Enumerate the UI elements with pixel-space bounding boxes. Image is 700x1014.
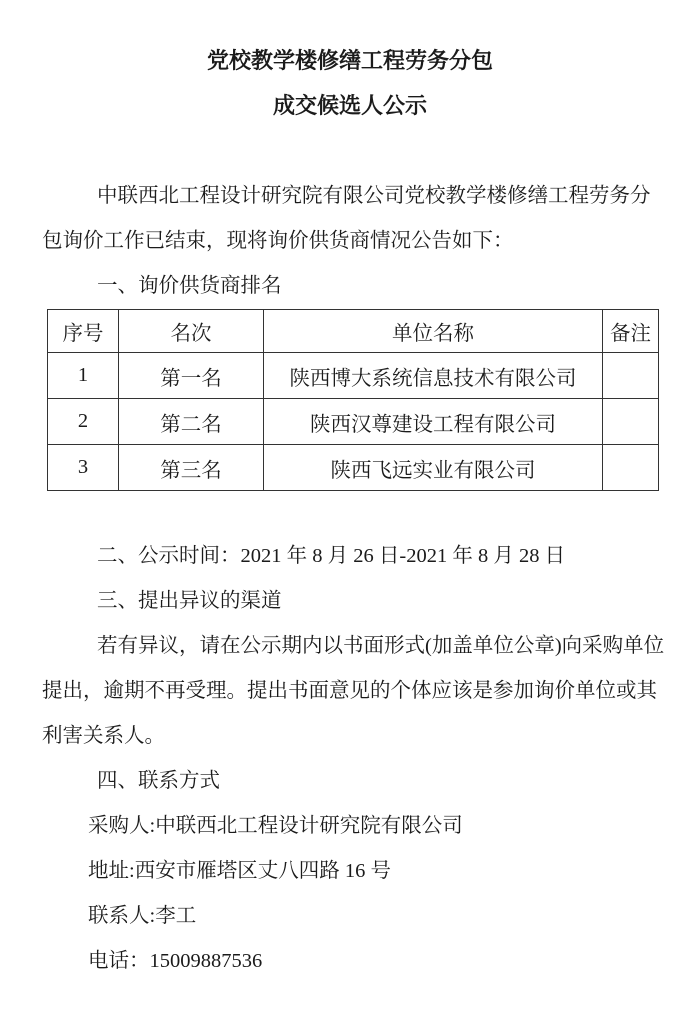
intro-paragraph xyxy=(42,174,658,264)
objection-line-3: 利害关系人。 xyxy=(42,725,165,747)
cell-company: 陕西汉尊建设工程有限公司 xyxy=(264,399,603,445)
cell-serial: 3 xyxy=(48,445,119,491)
cell-company: 陕西飞远实业有限公司 xyxy=(264,445,603,491)
cell-company: 陕西博大系统信息技术有限公司 xyxy=(264,353,603,399)
table-header-remark: 备注 xyxy=(603,310,659,353)
section-4-heading: 四、联系方式 xyxy=(97,770,220,792)
contact-person: 联系人:李工 xyxy=(88,905,197,927)
table-header-rank: 名次 xyxy=(119,310,264,353)
table-row xyxy=(48,445,659,491)
cell-remark xyxy=(603,353,659,399)
contact-buyer: 采购人:中联西北工程设计研究院有限公司 xyxy=(88,815,463,837)
objection-line-2: 提出，逾期不再受理。提出书面意见的个体应该是参加询价单位或其 xyxy=(42,680,657,702)
intro-line-1: 中联西北工程设计研究院有限公司党校教学楼修缮工程劳务分 xyxy=(97,185,651,207)
table-header-row xyxy=(48,310,659,353)
section-1-heading: 一、询价供货商排名 xyxy=(97,275,282,297)
cell-serial: 1 xyxy=(48,353,119,399)
doc-title-line-1: 党校教学楼修缮工程劳务分包 xyxy=(206,48,493,73)
cell-remark xyxy=(603,399,659,445)
table-header-serial: 序号 xyxy=(48,310,119,353)
contact-phone: 电话：15009887536 xyxy=(88,950,263,972)
cell-rank: 第二名 xyxy=(119,399,264,445)
contact-address: 地址:西安市雁塔区丈八四路 16 号 xyxy=(88,860,391,882)
doc-title-line-2: 成交候选人公示 xyxy=(272,93,427,118)
cell-rank: 第一名 xyxy=(119,353,264,399)
intro-line-2: 包询价工作已结束，现将询价供货商情况公告如下： xyxy=(42,230,514,252)
ranking-table xyxy=(47,309,659,491)
table-header-company: 单位名称 xyxy=(264,310,603,353)
section-3-heading: 三、提出异议的渠道 xyxy=(97,590,282,612)
cell-rank: 第三名 xyxy=(119,445,264,491)
objection-paragraph xyxy=(42,624,665,759)
table-row xyxy=(48,399,659,445)
objection-line-1: 若有异议，请在公示期内以书面形式(加盖单位公章)向采购单位 xyxy=(97,635,665,657)
cell-serial: 2 xyxy=(48,399,119,445)
cell-remark xyxy=(603,445,659,491)
section-2-heading: 二、公示时间：2021 年 8 月 26 日-2021 年 8 月 28 日 xyxy=(97,545,566,567)
table-row xyxy=(48,353,659,399)
